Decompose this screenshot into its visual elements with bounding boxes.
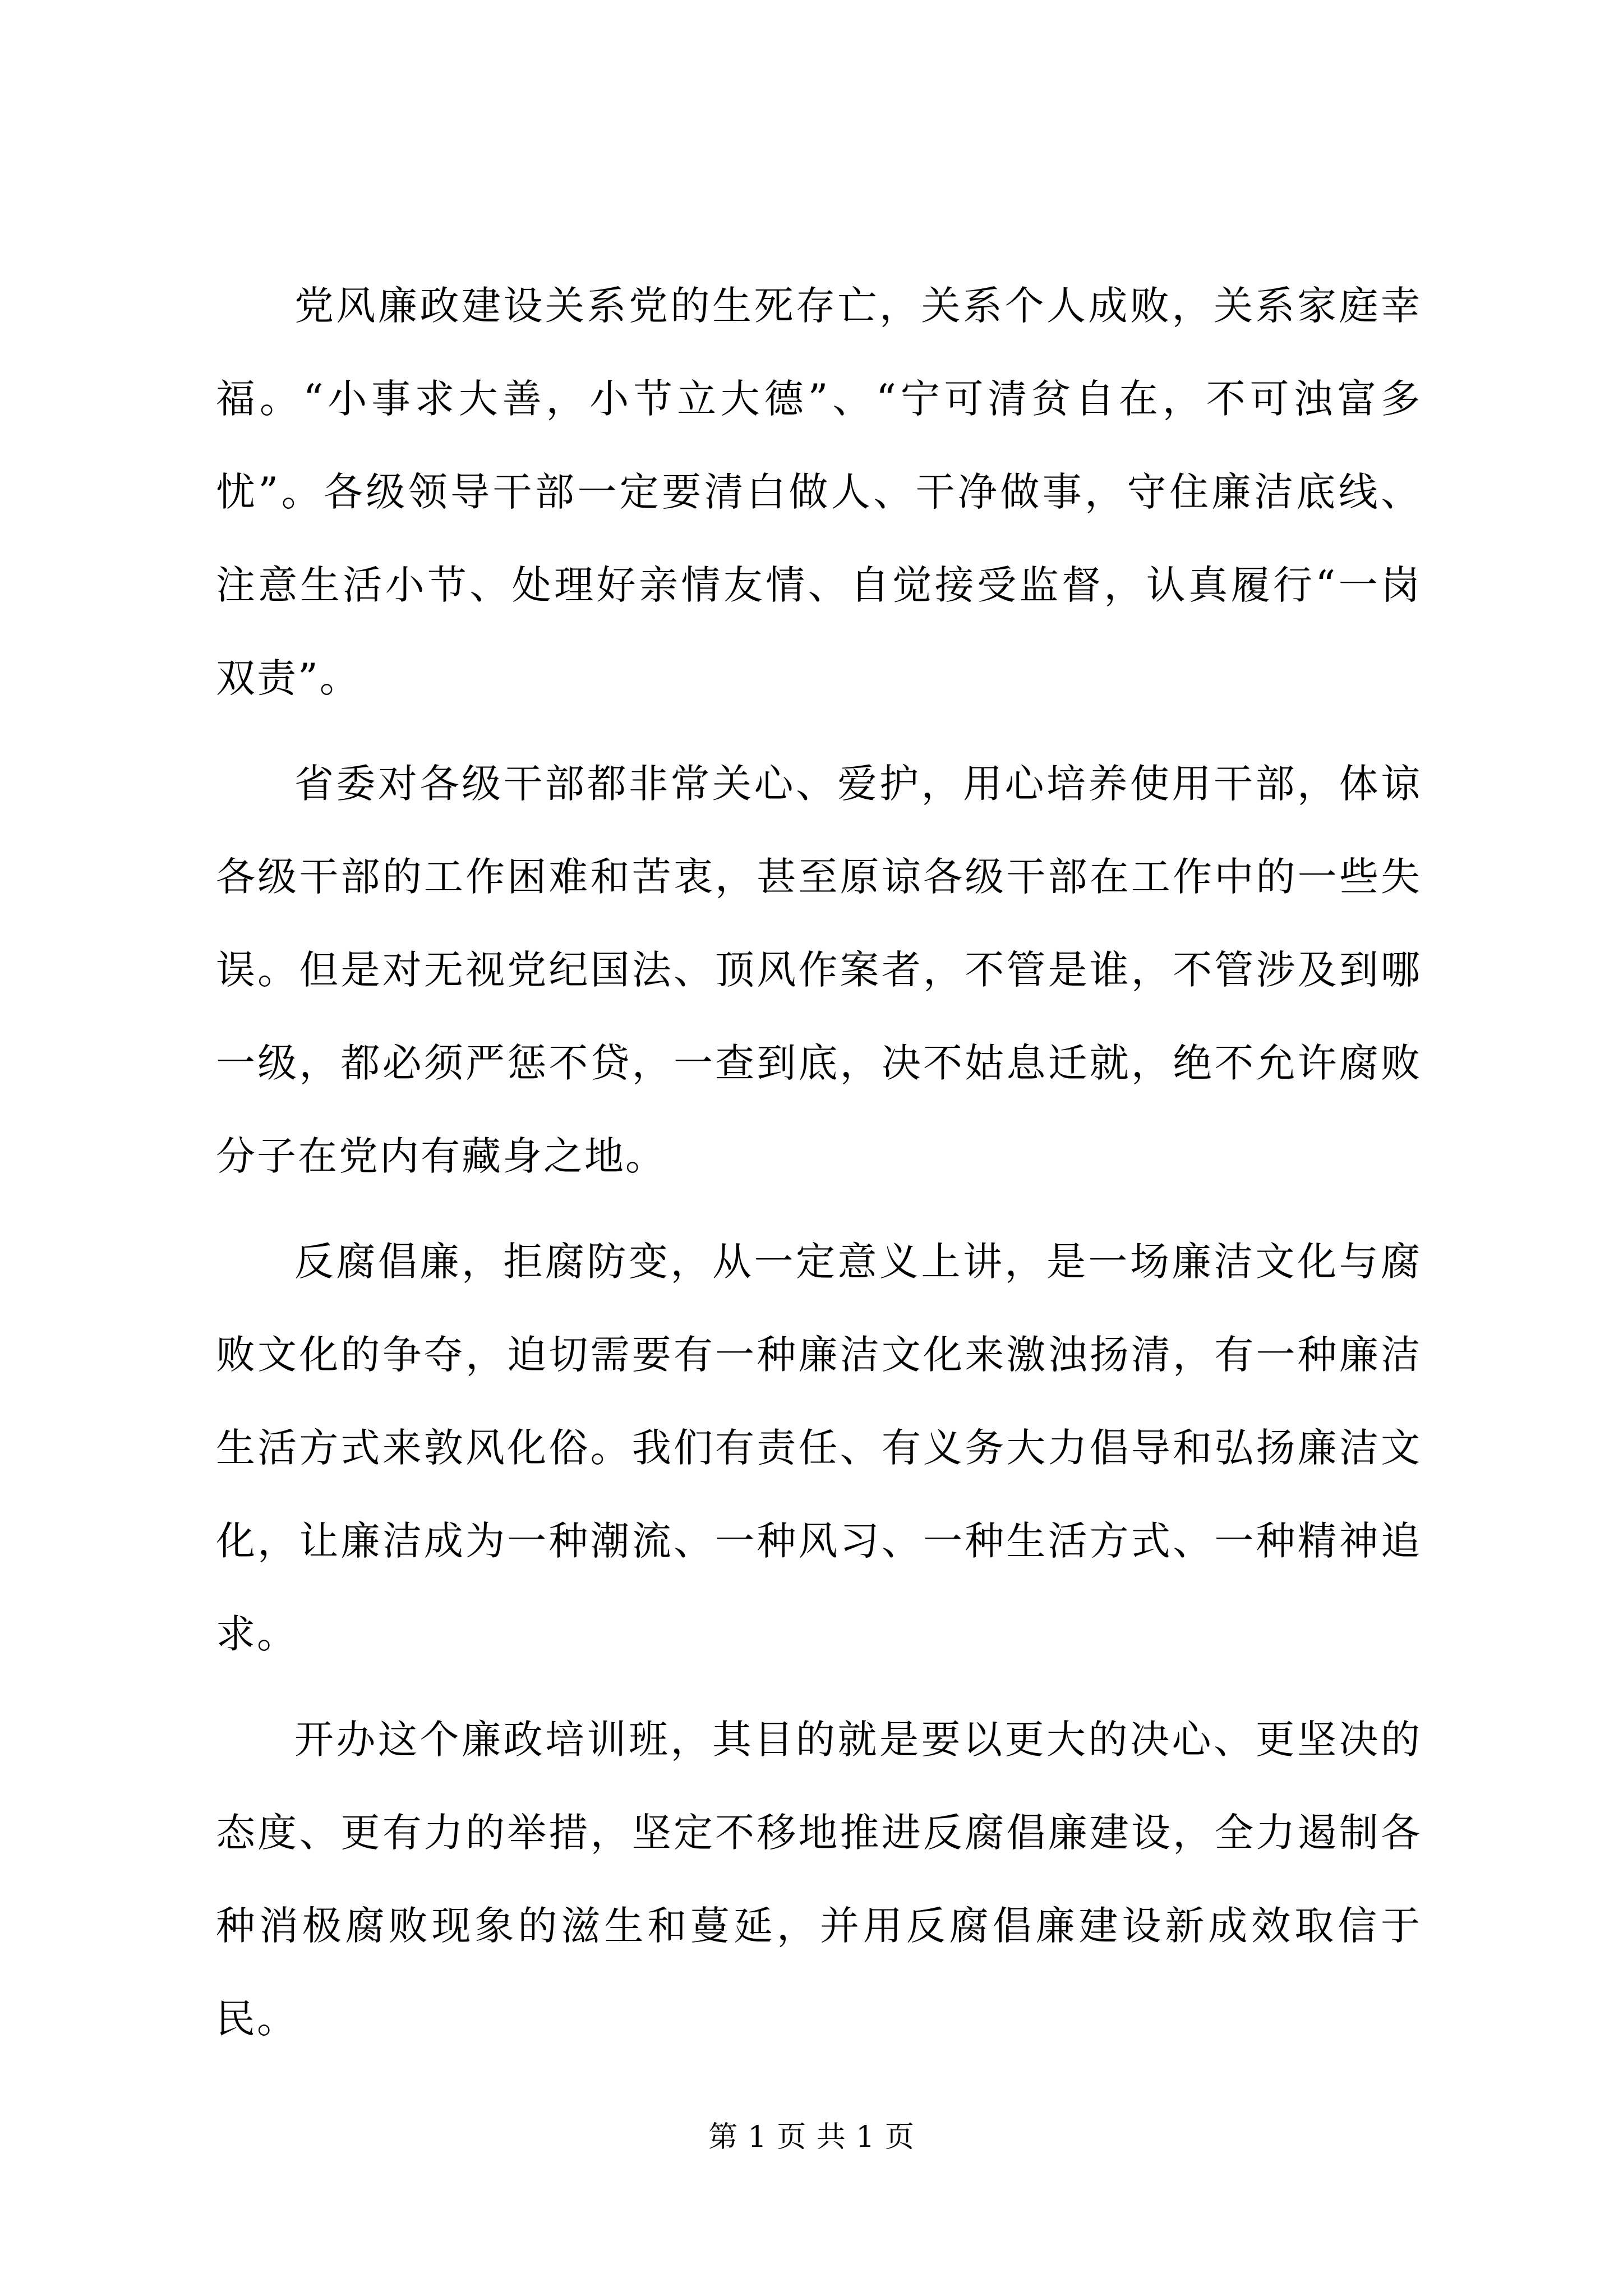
paragraph-1: 党风廉政建设关系党的生死存亡，关系个人成败，关系家庭幸福。“小事求大善，小节立大德”、“宁可清贫自在，不可浊富多忧”。各级领导干部一定要清白做人、干净做事，守住廉洁底线、注意生活小节、处理好亲情友情、自觉接受监督，认真履行“一岗双责”。 [216, 283, 1422, 701]
document-body [216, 259, 1422, 2078]
paragraph-3: 反腐倡廉，拒腐防变，从一定意义上讲，是一场廉洁文化与腐败文化的争夺，迫切需要有一种廉洁文化来激浊扬清，有一种廉洁生活方式来敦风化俗。我们有责任、有义务大力倡导和弘扬廉洁文化，让廉洁成为一种潮流、一种风习、一种生活方式、一种精神追求。 [216, 1239, 1422, 1657]
paragraph-4: 开办这个廉政培训班，其目的就是要以更大的决心、更坚决的态度、更有力的举措，坚定不移地推进反腐倡廉建设，全力遏制各种消极腐败现象的滋生和蔓延，并用反腐倡廉建设新成效取信于民。 [216, 1717, 1422, 2042]
page-footer: 第 1 页 共 1 页 [708, 2120, 915, 2154]
paragraph-2: 省委对各级干部都非常关心、爱护，用心培养使用干部，体谅各级干部的工作困难和苦衷，甚至原谅各级干部在工作中的一些失误。但是对无视党纪国法、顶风作案者，不管是谁，不管涉及到哪一级，都必须严惩不贷，一查到底，决不姑息迁就，绝不允许腐败分子在党内有藏身之地。 [216, 761, 1422, 1179]
